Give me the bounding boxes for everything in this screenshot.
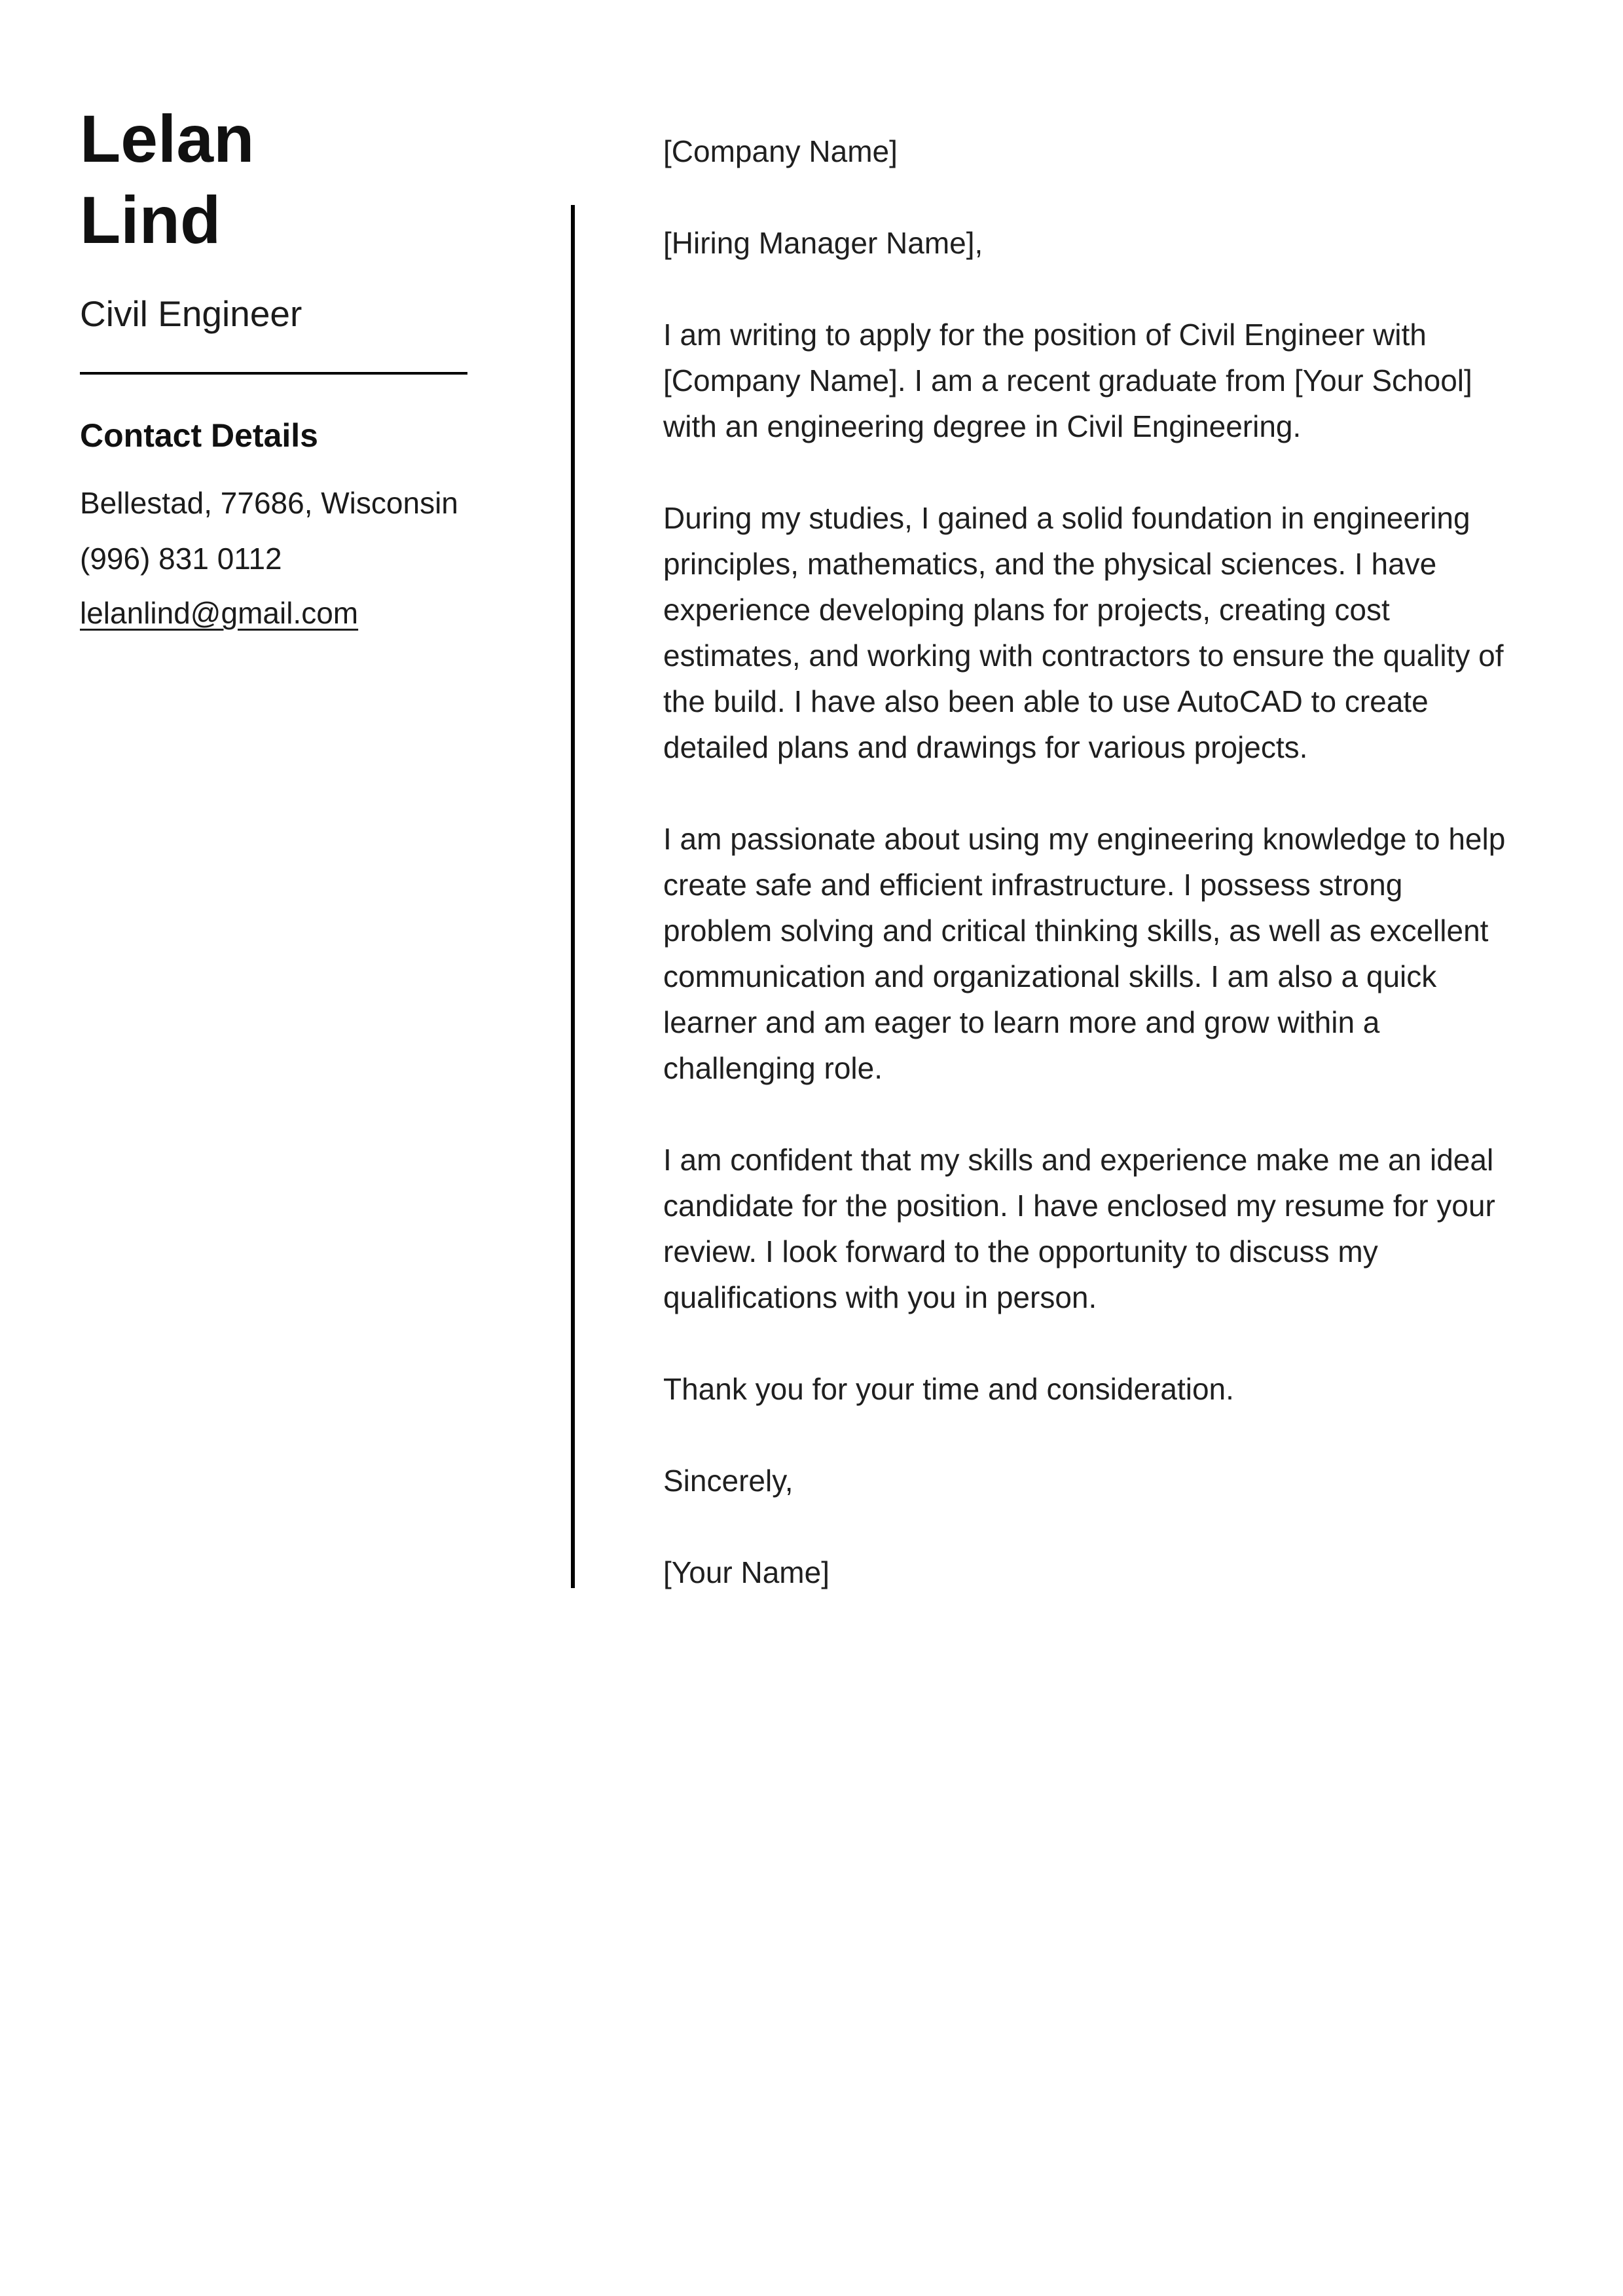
signature-line: [Your Name]: [663, 1555, 830, 1589]
horizontal-divider: [80, 372, 467, 375]
letter-body: [663, 128, 1514, 1641]
contact-email: [80, 595, 358, 631]
letter-paragraph-4: I am confident that my skills and experience make me an ideal candidate for the position. I have enclosed my resume for your review. I look forward to the opportunity to discuss my qualifications with you in person.: [663, 1143, 1495, 1314]
letter-paragraph-1: I am writing to apply for the position of Civil Engineer with [Company Name]. I am a recent graduate from [Your School] with an engineering degree in Civil Engineering.: [663, 318, 1472, 443]
closing-line: Sincerely,: [663, 1464, 793, 1498]
thanks-line: Thank you for your time and consideration.: [663, 1372, 1234, 1406]
contact-phone: (996) 831 0112: [80, 542, 282, 576]
contact-details-heading: Contact Details: [80, 417, 318, 454]
person-first-name: Lelan: [80, 102, 255, 176]
email-link[interactable]: lelanlind@gmail.com: [80, 596, 359, 630]
letter-paragraph-2: During my studies, I gained a solid foundation in engineering principles, mathematics, and the physical sciences. I have experience developing plans for projects, creating cost estimates, and working with contractors to ensure the quality of the build. I have also been able to use AutoCAD to create detailed plans and drawings for various projects.: [663, 501, 1504, 764]
contact-address: Bellestad, 77686, Wisconsin: [80, 486, 458, 520]
salutation-line: [Hiring Manager Name],: [663, 226, 983, 260]
person-name: [80, 98, 254, 261]
person-last-name: Lind: [80, 183, 221, 257]
job-title: Civil Engineer: [80, 293, 302, 334]
vertical-divider: [571, 205, 575, 1588]
company-name-line: [Company Name]: [663, 134, 898, 168]
letter-paragraph-3: I am passionate about using my engineering knowledge to help create safe and efficient infrastructure. I possess strong problem solving and critical thinking skills, as well as excellent communication and organizational skills. I am also a quick learner and am eager to learn more and grow within a challenging role.: [663, 822, 1506, 1085]
